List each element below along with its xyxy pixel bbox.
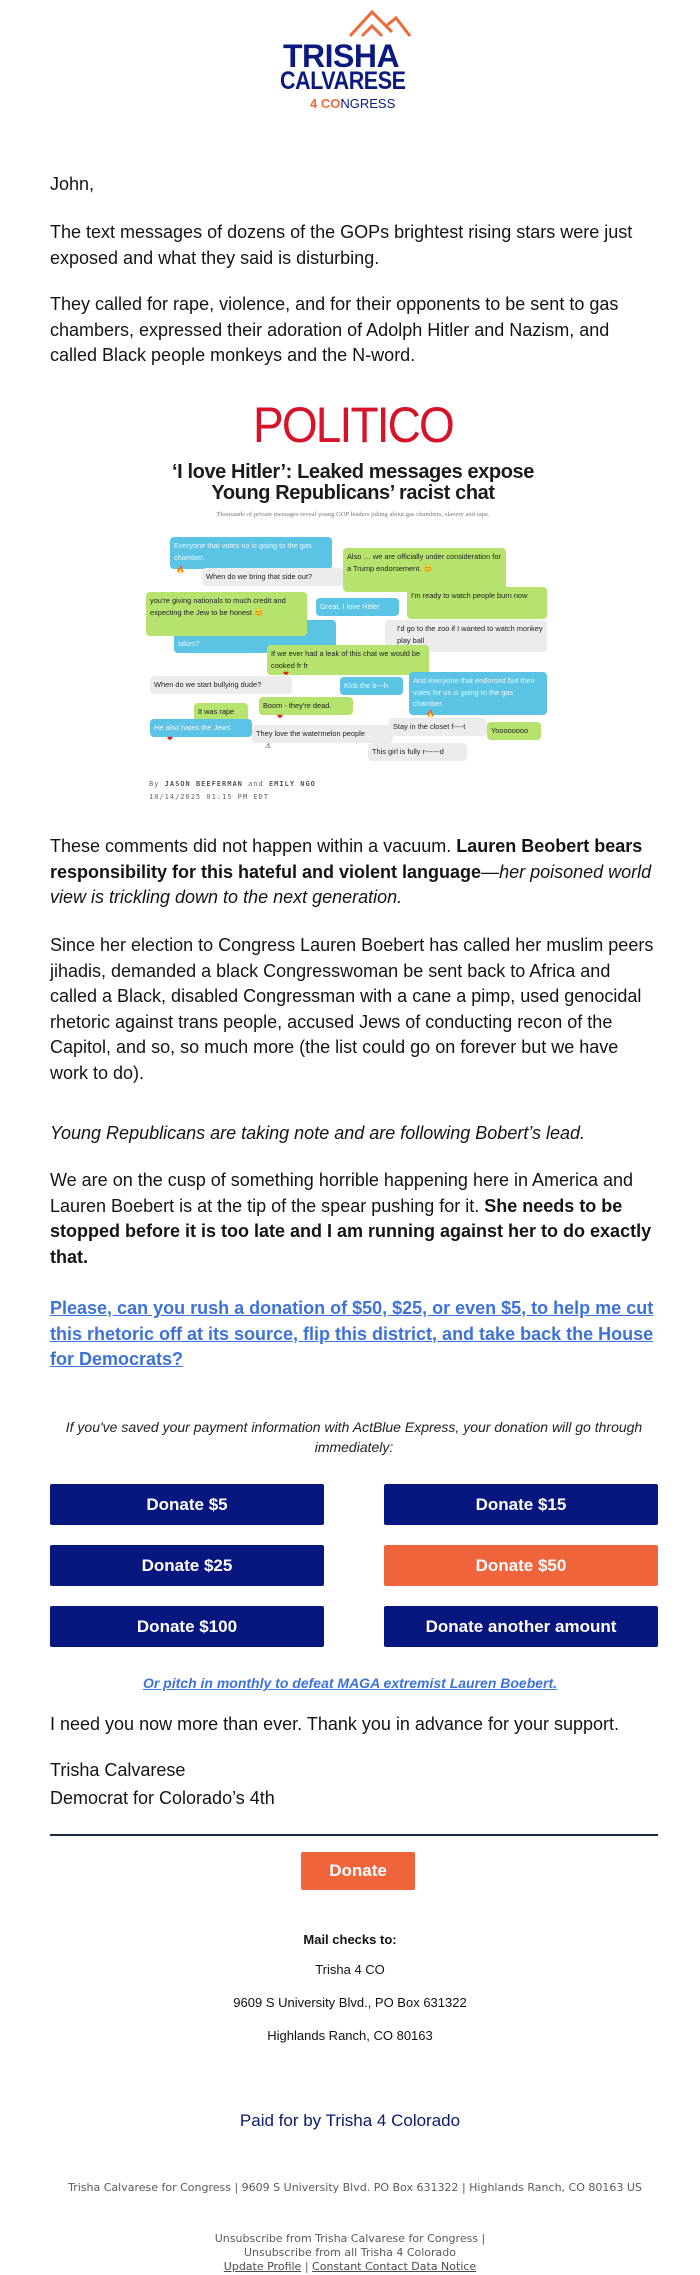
closing-text: I need you now more than ever. Thank you in advance for your support. xyxy=(50,1714,620,1734)
logo-line1: TRISHA xyxy=(283,38,400,74)
p6-bold: She needs to be stopped before it is too late and I am running against her to do exactly that. xyxy=(50,1195,652,1267)
chat-bubble: They love the watermelon people xyxy=(252,725,393,743)
data-notice-link[interactable]: Constant Contact Data Notice xyxy=(312,2260,477,2273)
mail-name: Trisha 4 CO xyxy=(315,1962,385,1977)
paragraph-5: Young Republicans are taking note and are following Bobert’s lead. xyxy=(50,1123,586,1143)
heart-emoji-icon: ❤ xyxy=(277,714,283,721)
chat-bubble: Boom - they're dead. xyxy=(259,697,353,715)
article-screenshot xyxy=(143,390,563,810)
politico-logo: POLITICO xyxy=(253,397,453,453)
chat-bubble: takes? xyxy=(174,620,336,653)
unsubscribe-all-link[interactable]: Unsubscribe from all Trisha 4 Colorado xyxy=(243,2246,457,2259)
chat-bubble: Great. I love Hitler xyxy=(316,598,399,616)
logo-rest: NGRESS xyxy=(340,96,396,111)
chat-bubble: And everyone that endorsed but then votes for us is going to the gas chamber. xyxy=(409,672,547,715)
donate-100-button[interactable]: Donate $100 xyxy=(50,1606,324,1647)
unsubscribe-link[interactable]: Unsubscribe from Trisha Calvarese for Congress | xyxy=(214,2232,486,2245)
byline-and: and xyxy=(248,780,264,788)
article-byline xyxy=(149,778,316,804)
monthly-donation-link[interactable]: Or pitch in monthly to defeat MAGA extremist Lauren Boebert. xyxy=(142,1675,558,1691)
paragraph-3 xyxy=(50,834,660,911)
signature-title: Democrat for Colorado’s 4th xyxy=(50,1788,275,1808)
link-separator: | xyxy=(304,2260,309,2273)
paragraph-1: The text messages of dozens of the GOPs brightest rising stars were just exposed and what they said is disturbing. xyxy=(50,222,633,268)
paragraph-2: They called for rape, violence, and for their opponents to be sent to gas chambers, expressed their adoration of Adolph Hitler and Nazism, and called Black people monkeys and the N-word. xyxy=(50,294,619,365)
chat-bubble: When do we bring that side out? xyxy=(202,568,344,586)
heart-emoji-icon: ❤ xyxy=(283,671,289,678)
donate-50-button[interactable]: Donate $50 xyxy=(384,1545,658,1586)
article-date: 10/14/2025 01:15 PM EDT xyxy=(149,793,269,801)
donate-25-button[interactable]: Donate $25 xyxy=(50,1545,324,1586)
article-headline: ‘I love Hitler’: Leaked messages expose Young Republicans’ racist chat xyxy=(172,461,534,504)
donate-other-amount-button[interactable]: Donate another amount xyxy=(384,1606,658,1647)
logo-line2: CALVARESE xyxy=(280,67,406,95)
donate-5-button[interactable]: Donate $5 xyxy=(50,1484,324,1525)
donation-cta-link[interactable]: Please, can you rush a donation of $50, $25, or even $5, to help me cut this rhetoric off at its source, flip this district, and take back the House for Democrats? xyxy=(50,1298,654,1369)
signature-name: Trisha Calvarese xyxy=(50,1760,186,1780)
fire-emoji-icon: 🔥 xyxy=(176,567,185,574)
chat-bubble: He also hates the Jews xyxy=(150,719,252,737)
mail-checks-heading: Mail checks to: xyxy=(303,1932,397,1947)
mail-street: 9609 S University Blvd., PO Box 631322 xyxy=(233,1995,467,2010)
author-1: JASON BEEFERMAN xyxy=(164,780,243,788)
chat-bubble: It was rape xyxy=(194,703,248,721)
paid-for-disclaimer: Paid for by Trisha 4 Colorado xyxy=(239,2111,461,2130)
divider xyxy=(50,1834,658,1836)
paragraph-4: Since her election to Congress Lauren Boebert has called her muslim peers jihadis, demanded a black Congresswoman be sent back to Africa and called a Black, disabled Congressman with a cane a pimp, used genocidal rhetoric against trans people, accused Jews of conducting recon of the Capitol, and so, so much more (the list could go on forever but we have work to do). xyxy=(50,935,654,1083)
logo-accent: 4 CO xyxy=(310,96,341,111)
greeting: John, xyxy=(50,174,95,194)
logo-line3 xyxy=(310,96,395,111)
mountain-icon xyxy=(348,10,412,38)
p3-bold: Lauren Beobert bears responsibility for this hateful and violent language xyxy=(50,836,643,882)
warning-emoji-icon: ⚠ xyxy=(265,743,272,750)
chat-bubble: Also … we are officially under consideration for a Trump endorsement. 😊 xyxy=(343,548,506,592)
update-profile-link[interactable]: Update Profile xyxy=(223,2260,302,2273)
unsubscribe-block xyxy=(0,2232,700,2274)
chat-bubble: Yoooooooo xyxy=(487,722,541,740)
donate-15-button[interactable]: Donate $15 xyxy=(384,1484,658,1525)
chat-bubble: This girl is fully r------d xyxy=(368,743,467,761)
mail-city: Highlands Ranch, CO 80163 xyxy=(267,2028,433,2043)
chat-bubble: Kick the b---h xyxy=(340,677,403,695)
campaign-logo xyxy=(270,0,430,115)
chat-bubble: If we ever had a leak of this chat we would be cooked fr fr xyxy=(267,645,429,675)
donate-button[interactable]: Donate xyxy=(301,1852,415,1890)
byline-prefix: By xyxy=(149,780,160,788)
org-address-line: Trisha Calvarese for Congress | 9609 S University Blvd. PO Box 631322 | Highlands Ranch, CO 80163 US xyxy=(68,2181,642,2194)
chat-bubble: When do we start bullying dude? xyxy=(150,676,292,694)
fire-emoji-icon: 🔥 xyxy=(426,711,435,718)
p6-plain: We are on the cusp of something horrible happening here in America and Lauren Boebert is at the tip of the spear pushing for it. xyxy=(50,1170,634,1216)
p3-italic: —her poisoned world view is trickling down to the next generation. xyxy=(50,861,652,907)
heart-emoji-icon: ❤ xyxy=(167,736,173,743)
chat-bubble: I'm ready to watch people burn now xyxy=(407,587,547,619)
p3-plain: These comments did not happen within a vacuum. xyxy=(50,836,457,856)
chat-bubble: I'd go to the zoo if I wanted to watch monkey play ball xyxy=(385,620,547,652)
article-subheadline: Thousands of private messages reveal young GOP leaders joking about gas chambers, slavery and rape. xyxy=(216,511,490,518)
actblue-note: If you've saved your payment information with ActBlue Express, your donation will go through immediately: xyxy=(65,1419,643,1455)
chat-bubble: Stay in the closet f----t xyxy=(389,718,487,736)
chat-bubble: Everyone that votes no is going to the gas chamber. xyxy=(170,537,332,569)
paragraph-6 xyxy=(50,1168,660,1270)
chat-bubble: you're giving nationals to much credit and expecting the Jew to be honest 😊 xyxy=(146,592,307,636)
author-2: EMILY NGO xyxy=(268,780,316,788)
